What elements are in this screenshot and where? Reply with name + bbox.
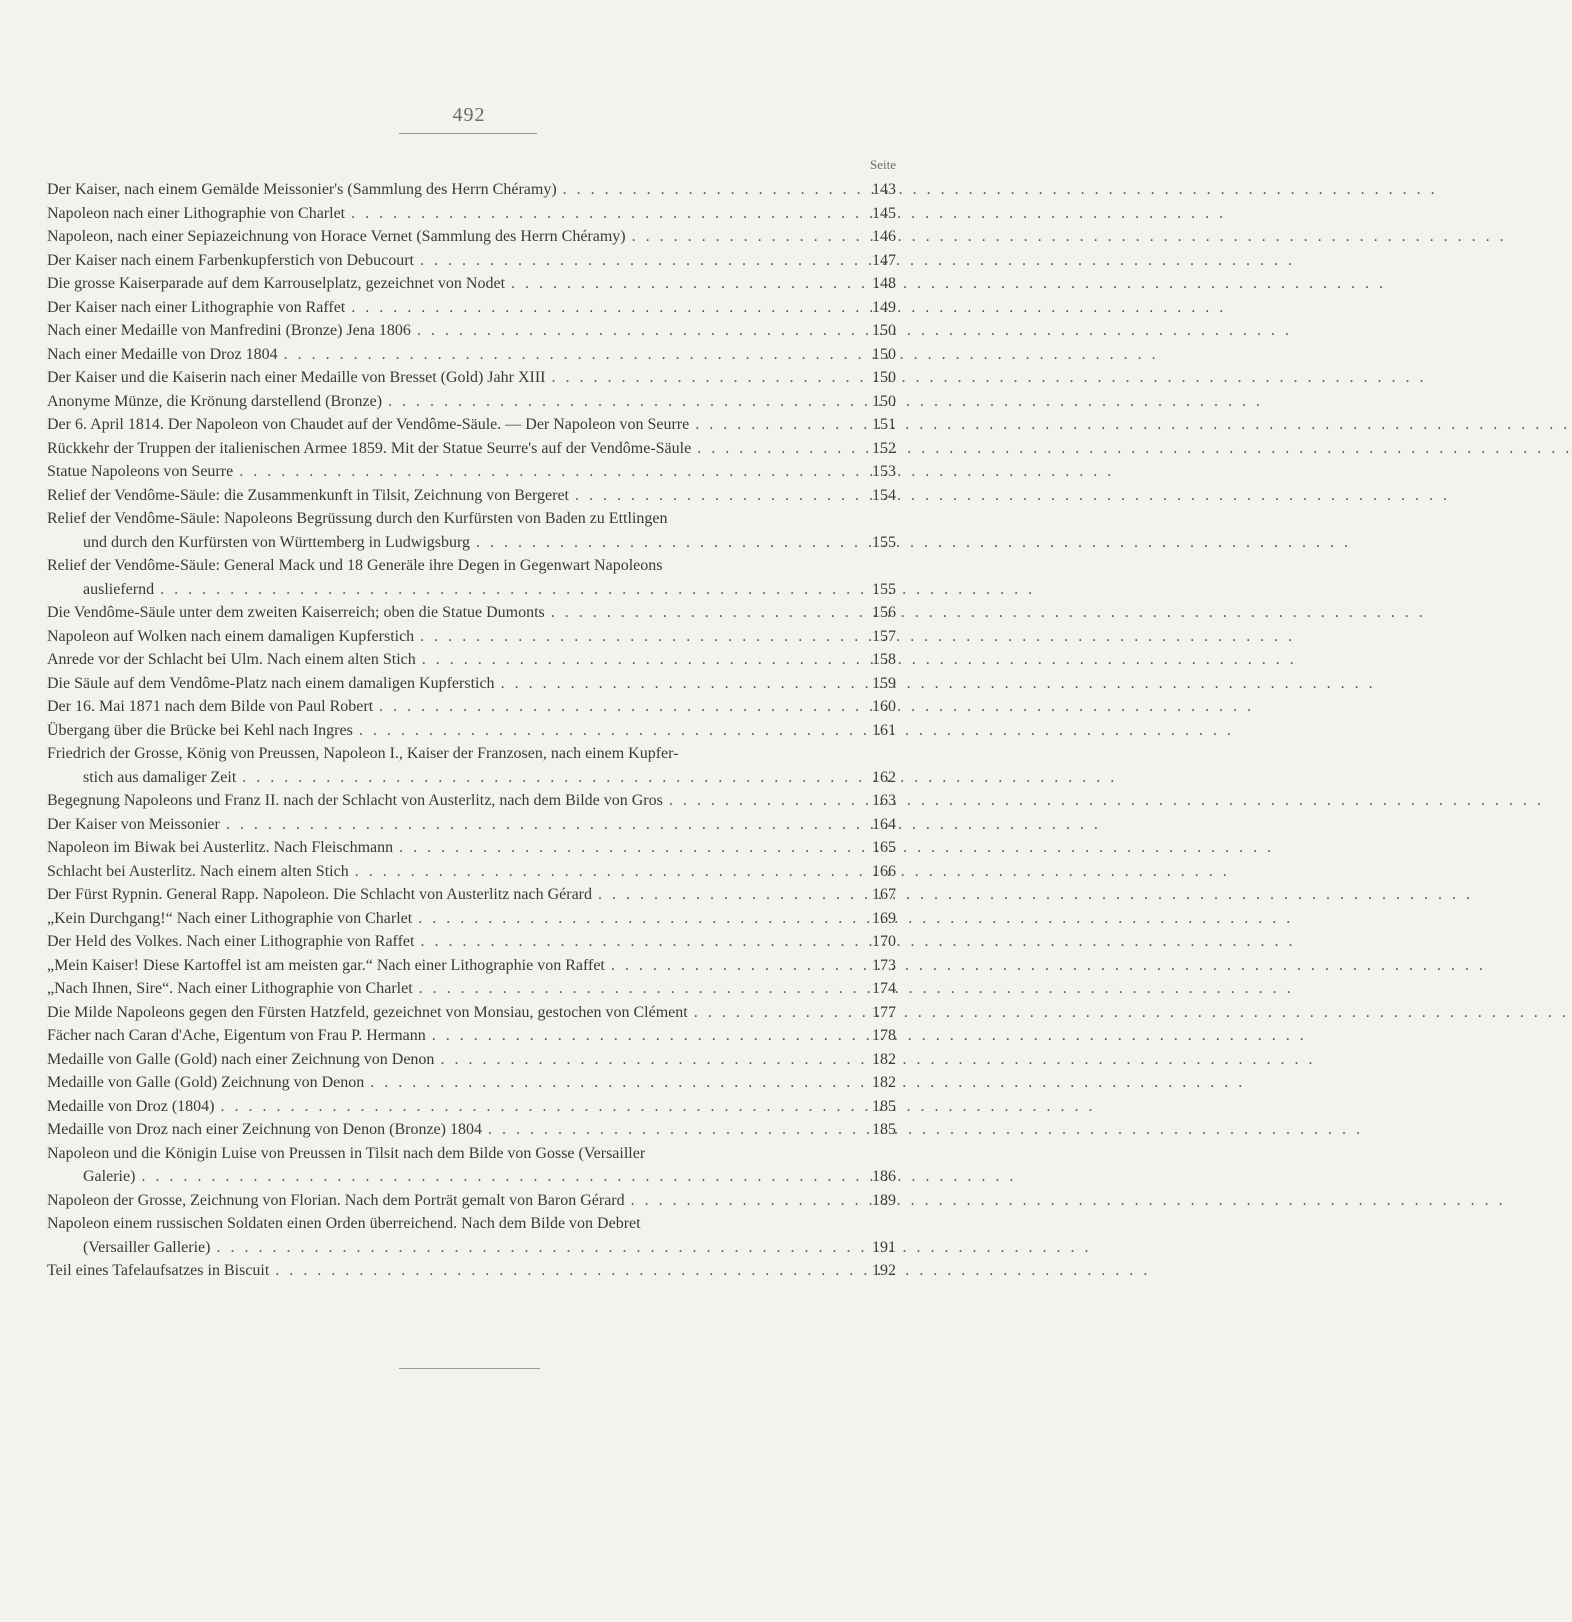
entry-title-line: Relief der Vendôme-Säule: Napoleons Begrüssung durch den Kurfürsten von Baden zu Ettlingen bbox=[47, 510, 668, 527]
list-item bbox=[47, 1212, 896, 1259]
entry-title-line: Die grosse Kaiserparade auf dem Karrouselplatz, gezeichnet von Nodet bbox=[47, 275, 506, 292]
list-item bbox=[47, 460, 896, 484]
entry-page-number: 154 bbox=[872, 486, 896, 504]
list-item bbox=[47, 977, 896, 1001]
dot-leader bbox=[353, 719, 858, 743]
entry-title-line: Medaille von Galle (Gold) nach einer Zeichnung von Denon bbox=[47, 1050, 435, 1068]
entry-page-number: 163 bbox=[872, 792, 896, 809]
entry-title-line: Der Kaiser nach einem Farbenkupferstich von Debucourt bbox=[47, 251, 414, 269]
dot-leader bbox=[412, 907, 858, 931]
list-item bbox=[47, 554, 896, 601]
entry-title-line: Schlacht bei Austerlitz. Nach einem alten Stich bbox=[47, 862, 349, 880]
entry-title-line: Der Kaiser von Meissonier bbox=[47, 815, 220, 833]
entry-title-line: Napoleon nach einer Lithographie von Charlet bbox=[47, 204, 346, 222]
entry-title-line: Die Säule auf dem Vendôme-Platz nach einem damaligen Kupferstich bbox=[47, 674, 495, 692]
entry-page-number: 174 bbox=[872, 980, 896, 997]
list-item bbox=[47, 202, 896, 226]
entry-page-number: 146 bbox=[872, 228, 896, 245]
list-item bbox=[47, 366, 896, 390]
dot-leader bbox=[689, 413, 858, 437]
entry-page-number: 156 bbox=[872, 604, 896, 621]
entry-title-line: und durch den Kurfürsten von Württemberg in Ludwigsburg bbox=[83, 533, 471, 551]
entry-title-line: Die Milde Napoleons gegen den Fürsten Hatzfeld, gezeichnet von Monsiau, gestochen von Clément bbox=[47, 1003, 688, 1021]
list-item bbox=[47, 1259, 896, 1283]
dot-leader bbox=[364, 1071, 858, 1095]
dot-leader bbox=[382, 390, 858, 414]
list-item bbox=[47, 1001, 896, 1025]
list-item bbox=[47, 601, 896, 625]
entry-page-number: 177 bbox=[872, 1003, 896, 1021]
entry-page-number: 169 bbox=[872, 909, 896, 927]
entry-title-line: Napoleon einem russischen Soldaten einen Orden überreichend. Nach dem Bilde von Debret bbox=[47, 1215, 641, 1232]
dot-leader bbox=[278, 343, 858, 367]
list-item bbox=[47, 648, 896, 672]
entry-page-number: 151 bbox=[872, 416, 896, 433]
page-number: 492 bbox=[452, 104, 486, 126]
entry-title-line: Medaille von Droz (1804) bbox=[47, 1097, 215, 1115]
dot-leader bbox=[470, 531, 858, 555]
entry-page-number: 150 bbox=[872, 369, 896, 386]
dot-leader bbox=[413, 977, 858, 1001]
entry-title-line: Fächer nach Caran d'Ache, Eigentum von Frau P. Hermann bbox=[47, 1027, 426, 1044]
dot-leader bbox=[414, 249, 858, 273]
list-item bbox=[47, 507, 896, 554]
entry-title-line: Der Fürst Rypnin. General Rapp. Napoleon. Die Schlacht von Austerlitz nach Gérard bbox=[47, 886, 592, 903]
dot-leader bbox=[411, 319, 858, 343]
entry-page-number: 143 bbox=[872, 181, 896, 198]
entry-page-number: 158 bbox=[872, 651, 896, 668]
entry-title-line: stich aus damaliger Zeit bbox=[83, 768, 237, 786]
list-item bbox=[47, 672, 896, 696]
entry-page-number: 150 bbox=[872, 392, 896, 410]
entry-title-line: Statue Napoleons von Seurre bbox=[47, 463, 234, 480]
entry-title-line: Napoleon im Biwak bei Austerlitz. Nach Fleischmann bbox=[47, 839, 394, 856]
entry-page-number: 152 bbox=[872, 439, 896, 457]
dot-leader bbox=[434, 1048, 858, 1072]
dot-leader bbox=[414, 930, 858, 954]
list-item bbox=[47, 1142, 896, 1189]
list-item bbox=[47, 883, 896, 907]
entry-page-number: 170 bbox=[872, 933, 896, 950]
dot-leader bbox=[545, 601, 858, 625]
list-item bbox=[47, 930, 896, 954]
list-item bbox=[47, 484, 896, 508]
list-item bbox=[47, 249, 896, 273]
list-item bbox=[47, 390, 896, 414]
entry-title-line: Napoleon auf Wolken nach einem damaligen Kupferstich bbox=[47, 627, 415, 645]
entry-title-line: Der Kaiser und die Kaiserin nach einer Medaille von Bresset (Gold) Jahr XIII bbox=[47, 369, 546, 386]
list-item bbox=[47, 954, 896, 978]
entry-title-line: „Kein Durchgang!“ Nach einer Lithographie von Charlet bbox=[47, 909, 413, 927]
entry-page-number: 160 bbox=[872, 698, 896, 715]
list-item bbox=[47, 907, 896, 931]
dot-leader bbox=[495, 672, 858, 696]
entry-title-line: Der Held des Volkes. Nach einer Lithographie von Raffet bbox=[47, 933, 415, 950]
dot-leader bbox=[233, 460, 858, 484]
list-item bbox=[47, 1048, 896, 1072]
entry-title-line: Der Kaiser nach einer Lithographie von Raffet bbox=[47, 298, 346, 316]
dot-leader bbox=[691, 437, 858, 461]
entry-page-number: 161 bbox=[872, 721, 896, 739]
dot-leader bbox=[154, 578, 858, 602]
list-item bbox=[47, 413, 896, 437]
entry-page-number: 162 bbox=[872, 768, 896, 786]
list-item bbox=[47, 1095, 896, 1119]
list-item bbox=[47, 813, 896, 837]
dot-leader bbox=[345, 202, 858, 226]
entry-page-number: 155 bbox=[872, 533, 896, 551]
dot-leader bbox=[569, 484, 858, 508]
entry-title-line: Friedrich der Grosse, König von Preussen, Napoleon I., Kaiser der Franzosen, nach einem Kupfer- bbox=[47, 745, 679, 762]
dot-leader bbox=[135, 1165, 858, 1189]
dot-leader bbox=[414, 625, 858, 649]
entry-title-line: Der Kaiser, nach einem Gemälde Meissonier's (Sammlung des Herrn Chéramy) bbox=[47, 181, 557, 198]
list-item bbox=[47, 860, 896, 884]
entry-title-line: Der 16. Mai 1871 nach dem Bilde von Paul Robert bbox=[47, 698, 374, 715]
list-item bbox=[47, 1071, 896, 1095]
entry-title-line: Teil eines Tafelaufsatzes in Biscuit bbox=[47, 1262, 270, 1279]
entry-title-line: Nach einer Medaille von Manfredini (Bronze) Jena 1806 bbox=[47, 322, 411, 339]
entry-title-line: Rückkehr der Truppen der italienischen Armee 1859. Mit der Statue Seurre's auf der Vendôme-Säule bbox=[47, 439, 692, 457]
entry-title-line: Die Vendôme-Säule unter dem zweiten Kaiserreich; oben die Statue Dumonts bbox=[47, 604, 545, 621]
dot-leader bbox=[215, 1095, 858, 1119]
dot-leader bbox=[557, 178, 858, 202]
list-item bbox=[47, 225, 896, 249]
entry-title-line: ausliefernd bbox=[83, 580, 155, 598]
entry-page-number: 178 bbox=[872, 1027, 896, 1044]
entry-page-number: 155 bbox=[872, 580, 896, 598]
entry-title-line: Anonyme Münze, die Krönung darstellend (Bronze) bbox=[47, 392, 383, 410]
entry-page-number: 166 bbox=[872, 862, 896, 880]
dot-leader bbox=[373, 695, 858, 719]
list-item bbox=[47, 272, 896, 296]
entry-page-number: 182 bbox=[872, 1074, 896, 1091]
dot-leader bbox=[345, 296, 858, 320]
entry-page-number: 173 bbox=[872, 956, 896, 974]
list-item bbox=[47, 319, 896, 343]
dot-leader bbox=[236, 766, 858, 790]
list-item bbox=[47, 836, 896, 860]
entry-title-line: Medaille von Droz nach einer Zeichnung von Denon (Bronze) 1804 bbox=[47, 1121, 482, 1138]
list-item bbox=[47, 695, 896, 719]
entry-page-number: 165 bbox=[872, 839, 896, 856]
dot-leader bbox=[416, 648, 858, 672]
list-item bbox=[47, 296, 896, 320]
dot-leader bbox=[269, 1259, 858, 1283]
dot-leader bbox=[210, 1236, 858, 1260]
list-item bbox=[47, 343, 896, 367]
entry-page-number: 182 bbox=[872, 1050, 896, 1068]
dot-leader bbox=[605, 954, 858, 978]
entry-page-number: 191 bbox=[872, 1238, 896, 1256]
entry-page-number: 150 bbox=[872, 345, 896, 363]
list-item bbox=[47, 1024, 896, 1048]
entry-page-number: 147 bbox=[872, 251, 896, 269]
dot-leader bbox=[505, 272, 858, 296]
entry-page-number: 157 bbox=[872, 627, 896, 645]
entry-title-line: Napoleon, nach einer Sepiazeichnung von Horace Vernet (Sammlung des Herrn Chéramy) bbox=[47, 228, 626, 245]
entry-page-number: 185 bbox=[872, 1121, 896, 1138]
entry-page-number: 164 bbox=[872, 815, 896, 833]
bottom-divider bbox=[399, 1368, 540, 1369]
entry-title-line: Begegnung Napoleons und Franz II. nach der Schlacht von Austerlitz, nach dem Bilde von Gros bbox=[47, 792, 663, 809]
entry-page-number: 145 bbox=[872, 204, 896, 222]
list-item bbox=[47, 1189, 896, 1213]
dot-leader bbox=[625, 1189, 858, 1213]
list-item bbox=[47, 719, 896, 743]
dot-leader bbox=[663, 789, 858, 813]
entry-page-number: 167 bbox=[872, 886, 896, 903]
dot-leader bbox=[426, 1024, 858, 1048]
dot-leader bbox=[393, 836, 858, 860]
entry-page-number: 189 bbox=[872, 1191, 896, 1209]
table-of-contents bbox=[47, 178, 896, 1283]
entry-title-line: Relief der Vendôme-Säule: die Zusammenkunft in Tilsit, Zeichnung von Bergeret bbox=[47, 486, 569, 504]
entry-title-line: „Mein Kaiser! Diese Kartoffel ist am meisten gar.“ Nach einer Lithographie von Raffet bbox=[47, 956, 605, 974]
dot-leader bbox=[349, 860, 858, 884]
list-item bbox=[47, 437, 896, 461]
column-label: Seite bbox=[870, 157, 896, 172]
list-item bbox=[47, 789, 896, 813]
entry-title-line: „Nach Ihnen, Sire“. Nach einer Lithographie von Charlet bbox=[47, 980, 413, 997]
list-item bbox=[47, 178, 896, 202]
list-item bbox=[47, 625, 896, 649]
entry-title-line: Der 6. April 1814. Der Napoleon von Chaudet auf der Vendôme-Säule. — Der Napoleon von Seurre bbox=[47, 416, 690, 433]
dot-leader bbox=[592, 883, 858, 907]
entry-page-number: 159 bbox=[872, 674, 896, 692]
entry-title-line: Medaille von Galle (Gold) Zeichnung von Denon bbox=[47, 1074, 365, 1091]
dot-leader bbox=[546, 366, 859, 390]
entry-title-line: Napoleon der Grosse, Zeichnung von Florian. Nach dem Porträt gemalt von Baron Gérard bbox=[47, 1191, 625, 1209]
entry-title-line: Nach einer Medaille von Droz 1804 bbox=[47, 345, 278, 363]
entry-title-line: (Versailler Gallerie) bbox=[83, 1238, 211, 1256]
dot-leader bbox=[688, 1001, 858, 1025]
entry-title-line: Anrede vor der Schlacht bei Ulm. Nach einem alten Stich bbox=[47, 651, 416, 668]
entry-page-number: 149 bbox=[872, 298, 896, 316]
top-divider bbox=[399, 133, 537, 134]
entry-title-line: Übergang über die Brücke bei Kehl nach Ingres bbox=[47, 721, 353, 739]
dot-leader bbox=[220, 813, 858, 837]
entry-title-line: Galerie) bbox=[83, 1168, 136, 1185]
dot-leader bbox=[626, 225, 858, 249]
entry-page-number: 153 bbox=[872, 463, 896, 480]
list-item bbox=[47, 742, 896, 789]
entry-page-number: 192 bbox=[872, 1262, 896, 1279]
entry-page-number: 186 bbox=[872, 1168, 896, 1185]
entry-title-line: Relief der Vendôme-Säule: General Mack und 18 Generäle ihre Degen in Gegenwart Napoleons bbox=[47, 557, 663, 574]
entry-page-number: 148 bbox=[872, 275, 896, 292]
entry-page-number: 185 bbox=[872, 1097, 896, 1115]
dot-leader bbox=[482, 1118, 858, 1142]
list-item bbox=[47, 1118, 896, 1142]
entry-page-number: 150 bbox=[872, 322, 896, 339]
entry-title-line: Napoleon und die Königin Luise von Preussen in Tilsit nach dem Bilde von Gosse (Versailler bbox=[47, 1144, 646, 1162]
